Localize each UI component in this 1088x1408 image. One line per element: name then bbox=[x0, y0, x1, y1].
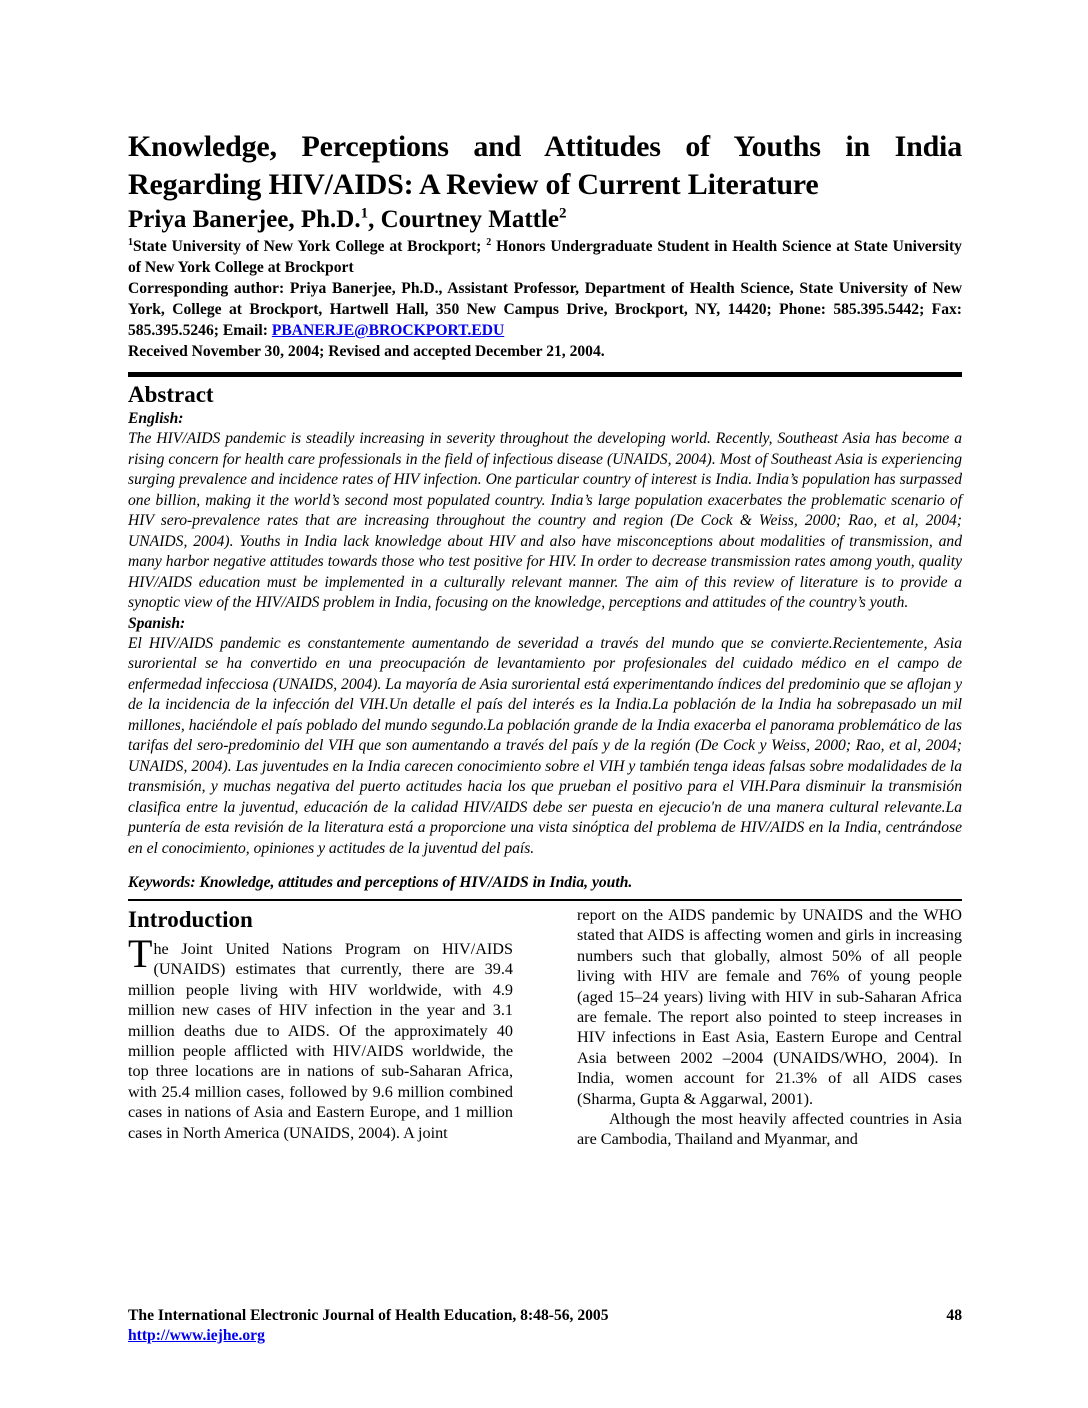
affiliation-text: Honors Undergraduate Student in Health Science at State University of New York College at Brockport bbox=[128, 238, 962, 276]
footer-url-line bbox=[128, 1326, 962, 1346]
journal-citation: The International Electronic Journal of Health Education, 8:48-56, 2005 bbox=[128, 1307, 609, 1324]
body-paragraph: Although the most heavily affected countries in Asia are Cambodia, Thailand and Myanmar, and bbox=[577, 1110, 962, 1149]
column-right bbox=[577, 905, 962, 1150]
keywords: Keywords: Knowledge, attitudes and perceptions of HIV/AIDS in India, youth. bbox=[128, 874, 633, 891]
author-name: Courtney Mattle bbox=[380, 206, 560, 233]
abstract-spanish-text: El HIV/AIDS pandemic es constantemente aumentando de severidad a través del mundo que se convierte.Recientemente, Asia suroriental se ha convertido en una preocupación de levantamiento por profesionales del cuidado médico en el campo de enfermedad infecciosa (UNAIDS, 2004). La mayoría de Asia suroriental está experimentando índices del predominio que se aflojan y de la incidencia de la infección del VIH.Un detalle el país del interés es la India.La población de la India ha sobrepasado un mil millones, haciéndole el país poblado del mundo segundo.La población grande de la India exacerba el panorama problemático de las tarifas del sero-predominio del VIH que son aumentando a través del país y de la región (De Cock y Weiss, 2000; Rao, et al, 2004; UNAIDS, 2004). Las juventudes en la India carecen conocimiento sobre el VIH y también tenga ideas falsas sobre modalidades de la transmisión, y muchas negativa del puerto actitudes hacia los que prueban el positivo para el VIH.Para disminuir la transmisión clasifica entre la juventud, educación de la calidad HIV/AIDS debe ser puesta en ejecucio'n de una manera cultural relevante.La puntería de esta revisión de la literatura está a proporcione una vista sinóptica del problema de HIV/AIDS en la India, centrándose en el conocimiento, opiniones y actitudes de la juventud del país. bbox=[128, 634, 962, 857]
page-number: 48 bbox=[946, 1307, 962, 1324]
author-affiliation-marker: 2 bbox=[559, 205, 567, 222]
author-affiliation-marker: 1 bbox=[360, 205, 369, 222]
introduction-heading: Introduction bbox=[128, 907, 253, 932]
section-divider bbox=[128, 372, 962, 377]
email-link[interactable]: PBANERJE@BROCKPORT.EDU bbox=[271, 322, 505, 339]
introduction-paragraph bbox=[128, 931, 513, 1143]
introduction-text: he Joint United Nations Program on HIV/AIDS (UNAIDS) estimates that currently, there are 39.4 million people living with HIV worldwide, with 4.9 million new cases of HIV infection in the year and 3.1 million deaths due to AIDS. Of the approximately 40 million people afflicted with HIV/AIDS worldwide, the top three locations are in nations of sub-Saharan Africa, with 25.4 million cases, followed by 9.6 million combined cases in nations of Asia and Eastern Europe, and 1 million cases in North America (UNAIDS, 2004). A joint bbox=[128, 940, 513, 1142]
affiliation-marker: 2 bbox=[486, 236, 492, 248]
footer-line bbox=[128, 1306, 962, 1326]
page-footer bbox=[128, 1306, 962, 1346]
abstract-spanish-label: Spanish: bbox=[128, 614, 186, 632]
abstract-english-text: The HIV/AIDS pandemic is steadily increasing in severity throughout the developing world. Recently, Southeast Asia has become a rising concern for health care professionals in the field of infectious disease (UNAIDS, 2004). Most of Southeast Asia is experiencing surging prevalence and incidence rates of HIV infection. One particular country of interest is India. India’s population has surpassed one billion, making it the world’s second most populated country. India’s large population exacerbates the problematic scenario of HIV sero-prevalence rates that are increasing throughout the country and region (De Cock & Weiss, 2000; Rao, et al, 2004; UNAIDS, 2004). Youths in India lack knowledge about HIV and also have misconceptions about modalities of transmission, and many harbor negative attitudes towards those who test positive for HIV. In order to decrease transmission rates among youth, quality HIV/AIDS education must be implemented in a culturally relevant manner. The aim of this review of literature is to provide a synoptic view of the HIV/AIDS problem in India, focusing on the knowledge, perceptions and attitudes of the country’s youth. bbox=[128, 430, 962, 611]
article-title: Knowledge, Perceptions and Attitudes of Youths in India Regarding HIV/AIDS: A Review of Current Literature bbox=[128, 130, 962, 201]
abstract-heading: Abstract bbox=[128, 382, 214, 407]
author-name: Priya Banerjee, Ph.D. bbox=[128, 206, 361, 233]
body-paragraph: report on the AIDS pandemic by UNAIDS and the WHO stated that AIDS is affecting women and girls in increasing numbers such that globally, almost 50% of all people living with HIV are female and 76% of young people (aged 15–24 years) living with HIV in sub-Saharan Africa are female. The report also pointed to steep increases in HIV infections in East Asia, Eastern Europe and Central Asia between 2002 –2004 (UNAIDS/WHO, 2004). In India, women account for 21.3% of all AIDS cases (Sharma, Gupta & Aggarwal, 2001). bbox=[577, 906, 962, 1108]
column-left bbox=[128, 905, 513, 1150]
author-line bbox=[128, 204, 962, 236]
received-dates: Received November 30, 2004; Revised and accepted December 21, 2004. bbox=[128, 343, 605, 360]
article bbox=[128, 128, 962, 1150]
corresponding-author bbox=[128, 278, 962, 341]
author-separator: , bbox=[368, 206, 381, 233]
body-columns bbox=[128, 905, 962, 1150]
drop-cap: T bbox=[128, 931, 153, 976]
abstract-english-label: English: bbox=[128, 410, 184, 427]
keywords-divider bbox=[128, 899, 962, 901]
affiliations bbox=[128, 236, 962, 278]
affiliation-marker: 1 bbox=[128, 236, 133, 248]
journal-url-link[interactable]: http://www.iejhe.org bbox=[128, 1327, 265, 1344]
affiliation-text: State University of New York College at Brockport; bbox=[133, 238, 487, 255]
corresponding-author-text: Corresponding author: Priya Banerjee, Ph.D., Assistant Professor, Department of Health Science, State University of New York, College at Brockport, Hartwell Hall, 350 New Campus Drive, Brockport, NY, 14420; Phone: 585.395.5442; Fax: 585.395.5246; Email: bbox=[128, 280, 962, 339]
